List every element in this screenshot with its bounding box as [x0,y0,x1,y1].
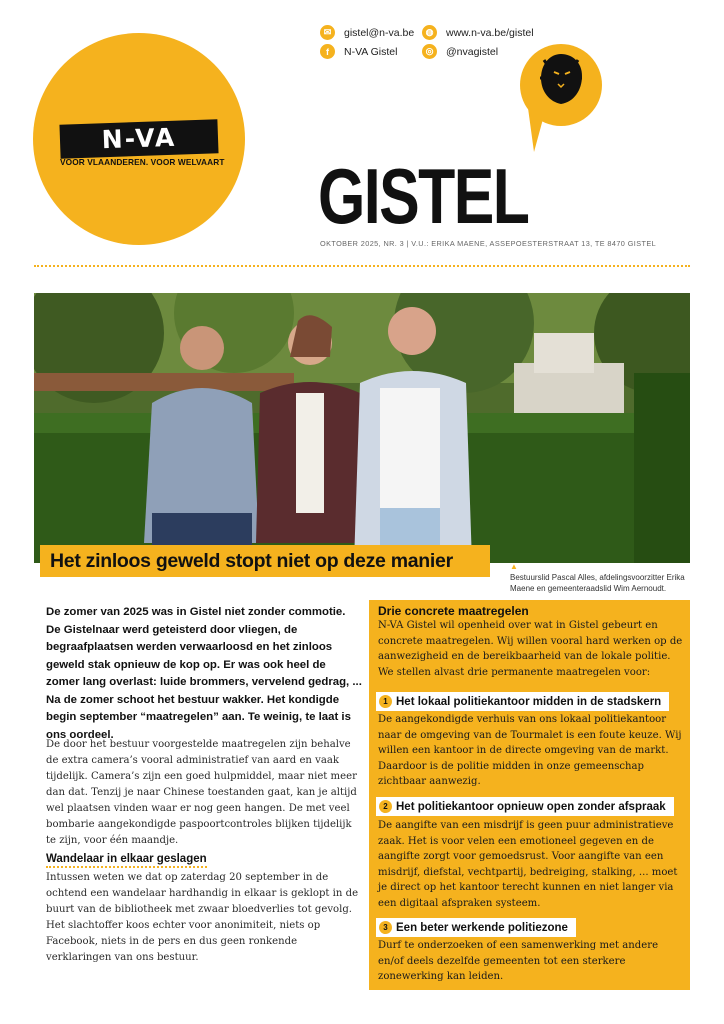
article-paragraph-1: De door het bestuur voorgestelde maatregelen zijn behalve de extra camera’s vooral administratief van aard en vaak tijdelijk. Camera’s zijn een goed hulpmiddel, maar niet meer dan dat. Tenzij je naar Chinese toestanden gaat, kan je altijd wel plaatsen vinden waar er nog geen hangen. De met veel bombarie aangekondigde paspoortcontroles blijken tijdelijk te zijn, voor één maandje. [46,739,357,846]
measure-3-label: Een beter werkende politiezone [396,921,568,934]
masthead-title: GISTEL [318,152,529,240]
measure-1-number: 1 [379,695,392,708]
logo-text: N-VA [101,122,177,155]
headline-banner [40,545,490,577]
measure-1-title [376,692,669,711]
contact-email[interactable] [320,25,414,40]
logo-tagline: VOOR VLAANDEREN. VOOR WELVAART [60,157,225,167]
lion-icon [538,52,584,106]
article-subhead: Wandelaar in elkaar geslagen [46,853,207,868]
measure-2-text: De aangifte van een misdrijf is geen puur administratieve zaak. Het is voor velen een emotioneel gegeven en de aangifte zorgt voor gemoedsrust. Voor aangifte van een misdrijf, diefstal, vechtpartij, bedreiging, stalking, ... moet je direct op het kantoor terecht kunnen en niet langer via een digitaal afspraken systeem. [378,820,678,909]
measure-2-number: 2 [379,800,392,813]
measures-intro: N-VA Gistel wil openheid over wat in Gistel gebeurt en concrete maatregelen. Wij willen vooral hard werken op de aanwezigheid en de bereikbaarheid van de lokale politie. We stellen alvast drie permanente maatregelen voor: [378,620,683,678]
nva-logo [59,119,218,158]
measure-3-title [376,918,576,937]
caption-arrow-icon: ▲ [510,562,518,571]
article-paragraph-2: Intussen weten we dat op zaterdag 20 september in de ochtend een wandelaar hardhandig in elkaar is geklopt in de buurt van de bibliotheek met zwaar bloedverlies tot gevolg. Het slachtoffer koos echter voor anonimiteit, niets op Facebook, niets in de pers en dus geen ronkende verklaringen van ons bestuur. [46,872,359,963]
group-photo [34,293,690,563]
measure-3-text: Durf te onderzoeken of een samenwerking met andere en/of deels dezelfde gemeenten tot een sterkere zonewerking kan leiden. [378,940,659,982]
photo-caption: Bestuurslid Pascal Alles, afdelingsvoorzitter Erika Maene en gemeenteraadslid Wim Aernoudt. [510,573,685,593]
email-icon: ✉ [320,25,335,40]
globe-icon: ◍ [422,25,437,40]
contact-facebook[interactable] [320,44,397,59]
contact-email-text: gistel@n-va.be [344,26,415,39]
contact-instagram[interactable] [422,44,498,59]
issue-line: OKTOBER 2025, NR. 3 | V.U.: ERIKA MAENE, ASSEPOESTERSTRAAT 13, TE 8470 GISTEL [320,239,657,248]
speech-bubble-tail [528,108,546,152]
measures-heading: Drie concrete maatregelen [378,604,529,618]
contact-website-text: www.n-va.be/gistel [446,26,534,39]
measure-2-label: Het politiekantoor opnieuw open zonder afspraak [396,800,666,813]
measure-1-label: Het lokaal politiekantoor midden in de stadskern [396,695,662,708]
article-headline: Het zinloos geweld stopt niet op deze manier [50,549,453,572]
measure-2-title [376,797,674,816]
contact-instagram-text: @nvagistel [446,45,499,58]
measure-3-number: 3 [379,921,392,934]
contact-facebook-text: N-VA Gistel [344,45,398,58]
measure-1-text: De aangekondigde verhuis van ons lokaal politiekantoor naar de omgeving van de Tourmalet is een foute keuze. Wij willen een kantoor in de directe omgeving van de markt. Daardoor is de politie midden in onze gemeenschap zichtbaar aanwezig. [378,714,682,787]
instagram-icon: ◎ [422,44,437,59]
dotted-divider [34,265,690,267]
facebook-icon: f [320,44,335,59]
article-intro: De zomer van 2025 was in Gistel niet zonder commotie. De Gistelnaar werd geteisterd door vliegen, de begraafplaatsen werden verwaarloosd en het zinloos geweld stak opnieuw de kop op. Er was ook heel de zomer lang overlast: luide brommers, vervelend gedrag, ... Na de zomer schoot het bestuur wakker. Het kondigde begin september “maatregelen” aan. Te weinig, te laat is ons oordeel. [46,606,362,741]
contact-website[interactable] [422,25,534,40]
